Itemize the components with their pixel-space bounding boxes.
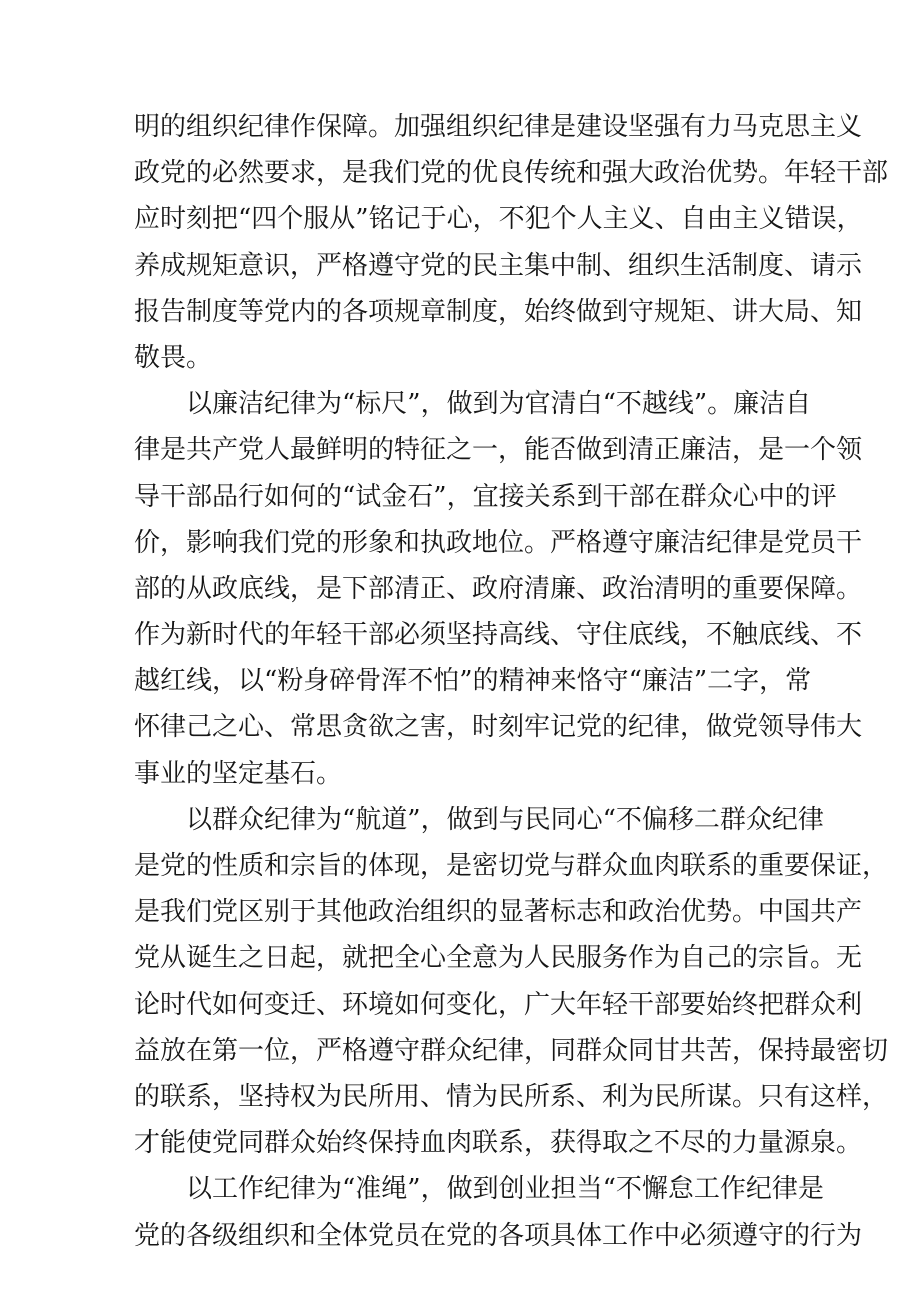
paragraph-first-line: 以工作纪律为“准绳”，做到创业担当“不懈怠工作纪律是 — [186, 1174, 824, 1205]
body-text — [134, 104, 889, 1259]
text-line: 价，影响我们党的形象和执政地位。严格遵守廉洁纪律是党员干 — [134, 527, 863, 558]
text-line: 是党的性质和宗旨的体现，是密切党与群众血肉联系的重要保证， — [134, 851, 889, 881]
text-line: 敬畏。 — [134, 342, 213, 373]
text-line: 导干部品行如何的“试金石”，宜接关系到干部在群众心中的评 — [134, 481, 837, 512]
paragraph-first-line: 以群众纪律为“航道”，做到与民同心“不偏移二群众纪律 — [186, 804, 824, 835]
text-line: 党的各级组织和全体党员在党的各项具体工作中必须遵守的行为 — [134, 1220, 863, 1251]
text-line: 益放在第一位，严格遵守群众纪律，同群众同甘共苦，保持最密切 — [134, 1035, 889, 1066]
text-line: 明的组织纪律作保障。加强组织纪律是建设坚强有力马克思主义 — [134, 112, 863, 142]
text-line: 党从诞生之日起，就把全心全意为人民服务作为自己的宗旨。无 — [134, 943, 863, 974]
text-line: 越红线，以“粉身碎骨浑不怕”的精神来恪守“廉洁”二字，常 — [134, 666, 812, 697]
text-line: 的联系，坚持权为民所用、情为民所系、利为民所谋。只有这样， — [134, 1081, 889, 1112]
text-line: 事业的坚定基石。 — [134, 758, 343, 789]
text-line: 部的从政底线，是下部清正、政府清廉、政治清明的重要保障。 — [134, 573, 863, 604]
text-line: 政党的必然要求，是我们党的优良传统和强大政治优势。年轻干部 — [134, 158, 889, 189]
paragraph-first-line: 以廉洁纪律为“标尺”，做到为官清白“不越线”。廉洁自 — [186, 389, 812, 420]
text-line: 律是共产党人最鲜明的特征之一，能否做到清正廉洁，是一个领 — [134, 435, 863, 466]
text-line: 养成规矩意识，严格遵守党的民主集中制、组织生活制度、请示 — [134, 250, 863, 281]
text-line: 怀律己之心、常思贪欲之害，时刻牢记党的纪律，做党领导伟大 — [134, 712, 863, 743]
text-line: 论时代如何变迁、环境如何变化，广大年轻干部要始终把群众利 — [134, 989, 863, 1020]
text-line: 作为新时代的年轻干部必须坚持高线、守住底线，不触底线、不 — [134, 620, 863, 651]
text-line: 是我们党区别于其他政治组织的显著标志和政治优势。中国共产 — [134, 897, 863, 928]
text-line: 报告制度等党内的各项规章制度，始终做到守规矩、讲大局、知 — [134, 296, 863, 327]
text-line: 才能使党同群众始终保持血肉联系，获得取之不尽的力量源泉。 — [134, 1128, 863, 1159]
text-line: 应时刻把“四个服从”铭记于心，不犯个人主义、自由主义错误， — [134, 204, 863, 235]
